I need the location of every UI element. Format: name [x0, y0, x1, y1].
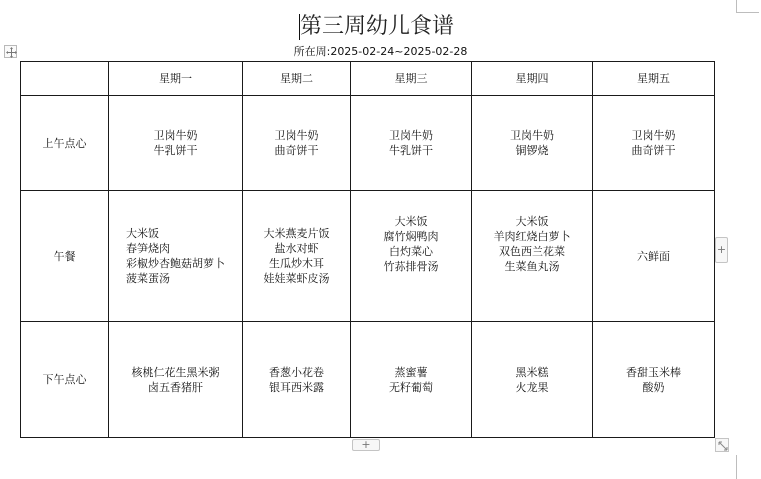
table-row — [21, 191, 715, 322]
dish-item: 卫岗牛奶 — [274, 129, 319, 142]
menu-cell[interactable] — [243, 96, 351, 191]
dish-item: 彩椒炒杏鲍菇胡萝卜 — [126, 257, 225, 270]
menu-cell[interactable] — [351, 191, 472, 322]
dish-item: 双色西兰花菜 — [499, 245, 565, 258]
menu-cell[interactable] — [593, 96, 715, 191]
menu-cell[interactable] — [472, 191, 593, 322]
menu-cell[interactable] — [593, 191, 715, 322]
header-row — [21, 62, 715, 96]
menu-cell[interactable] — [351, 96, 472, 191]
dish-item: 黑米糕 — [515, 365, 549, 379]
page-corner-mark — [736, 0, 759, 13]
dish-item: 无籽葡萄 — [389, 380, 433, 394]
resize-diagonal-icon — [716, 439, 730, 453]
dish-item: 卤五香猪肝 — [148, 380, 203, 394]
menu-cell[interactable] — [351, 322, 472, 438]
dish-item: 银耳西米露 — [269, 380, 324, 394]
dish-item: 卫岗牛奶 — [389, 129, 433, 142]
row-label-morning-snack[interactable]: 上午点心 — [21, 96, 109, 191]
add-column-button[interactable]: + — [715, 237, 728, 263]
dish-item: 盐水对虾 — [274, 242, 319, 255]
dish-item: 卫岗牛奶 — [153, 129, 198, 142]
dish-item: 牛乳饼干 — [389, 144, 433, 157]
dish-item: 大米燕麦片饭 — [263, 227, 330, 240]
header-cell-tuesday[interactable]: 星期二 — [243, 62, 351, 96]
dish-item: 铜锣烧 — [515, 144, 549, 157]
menu-cell[interactable] — [109, 191, 243, 322]
table-move-handle[interactable] — [4, 45, 17, 58]
move-arrows-icon — [5, 46, 18, 59]
dish-item: 卫岗牛奶 — [510, 129, 554, 142]
row-label-lunch[interactable]: 午餐 — [21, 191, 109, 322]
header-cell-wednesday[interactable]: 星期三 — [351, 62, 472, 96]
table-resize-handle[interactable] — [715, 438, 729, 452]
header-cell-thursday[interactable]: 星期四 — [472, 62, 593, 96]
dish-item: 腐竹焖鸭肉 — [383, 230, 439, 243]
row-label-afternoon-snack[interactable]: 下午点心 — [21, 322, 109, 438]
dish-item: 香甜玉米棒 — [626, 365, 681, 379]
menu-cell[interactable] — [243, 322, 351, 438]
dish-item: 六鲜面 — [637, 249, 670, 263]
dish-item: 生瓜炒木耳 — [269, 257, 324, 270]
document-subtitle[interactable]: 所在周:2025-02-24~2025-02-28 — [293, 45, 468, 58]
header-cell-monday[interactable]: 星期一 — [109, 62, 243, 96]
dish-item: 牛乳饼干 — [153, 144, 198, 157]
menu-cell[interactable] — [243, 191, 351, 322]
dish-item: 卫岗牛奶 — [631, 129, 676, 142]
menu-cell[interactable] — [109, 322, 243, 438]
dish-item: 蒸蜜薯 — [394, 365, 428, 379]
page-corner-mark — [736, 455, 737, 479]
table-row — [21, 96, 715, 191]
menu-cell[interactable] — [593, 322, 715, 438]
dish-item: 竹荪排骨汤 — [383, 260, 439, 273]
dish-item: 羊肉红烧白萝卜 — [493, 230, 571, 243]
dish-item: 香葱小花卷 — [269, 365, 324, 379]
menu-cell[interactable] — [472, 322, 593, 438]
dish-item: 生菜鱼丸汤 — [504, 260, 560, 273]
add-row-button[interactable]: + — [352, 439, 380, 451]
dish-item: 大米饭 — [394, 215, 428, 228]
menu-table — [20, 61, 715, 438]
dish-item: 大米饭 — [515, 215, 549, 228]
header-cell-corner[interactable] — [21, 62, 109, 96]
document-title[interactable]: 第三周幼儿食谱 — [300, 14, 455, 39]
dish-item: 春笋烧肉 — [126, 242, 170, 255]
dish-item: 大米饭 — [126, 227, 159, 240]
dish-item: 曲奇饼干 — [274, 144, 319, 157]
dish-item: 菠菜蛋汤 — [126, 272, 170, 285]
dish-item: 核桃仁花生黑米粥 — [131, 365, 220, 379]
menu-cell[interactable] — [472, 96, 593, 191]
dish-item: 曲奇饼干 — [631, 144, 676, 157]
dish-item: 白灼菜心 — [389, 245, 433, 258]
table-row — [21, 322, 715, 438]
dish-item: 酸奶 — [642, 380, 665, 394]
dish-item: 火龙果 — [515, 380, 549, 394]
menu-cell[interactable] — [109, 96, 243, 191]
header-cell-friday[interactable]: 星期五 — [593, 62, 715, 96]
dish-item: 娃娃菜虾皮汤 — [263, 272, 330, 285]
